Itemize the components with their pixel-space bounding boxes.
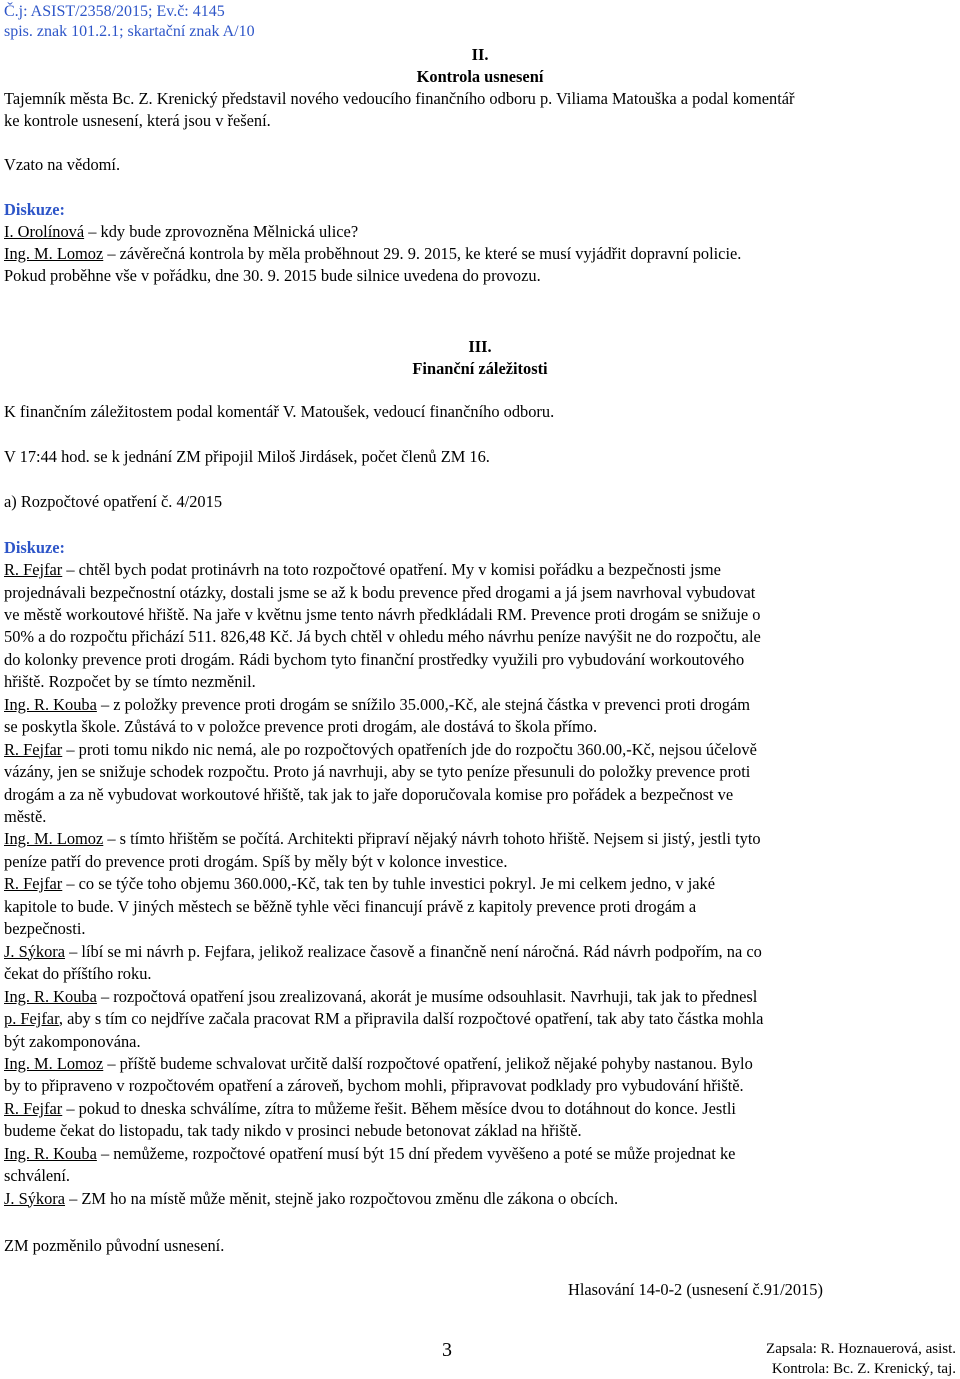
section-title: Kontrola usnesení: [416, 67, 544, 86]
discussion-label: Diskuze:: [4, 200, 66, 219]
speech-text: – s tímto hřištěm se počítá. Architekti připraví nějaký návrh tohoto hřiště. Nejsem si jistý, jestli tyto: [103, 829, 761, 849]
speaker-name: Ing. M. Lomoz: [4, 829, 104, 849]
paragraph-line: ke kontrole usnesení, která jsou v řešení.: [4, 111, 271, 130]
discussion-line: [4, 1098, 736, 1120]
paragraph-line: K finančním záležitostem podal komentář V. Matoušek, vedoucí finančního odboru.: [4, 402, 555, 421]
discussion-line: [4, 761, 750, 783]
discussion-line: [4, 941, 762, 963]
speaker-name: R. Fejfar: [4, 560, 63, 579]
speech-text: – chtěl bych podat protinávrh na toto rozpočtové opatření. My v komisi pořádku a bezpečnosti jsme: [62, 560, 721, 579]
discussion-line: [4, 626, 761, 648]
discussion-line: [4, 1053, 753, 1075]
speaker-name: Ing. M. Lomoz: [4, 244, 104, 263]
section-title: Finanční záležitosti: [412, 359, 548, 378]
speaker-name: R. Fejfar: [4, 739, 63, 759]
speech-text: čekat do příštího roku.: [4, 964, 152, 984]
speech-text: se poskytla škole. Zůstává to v položce prevence proti drogám, ale dostává to škola přímo.: [4, 717, 598, 737]
speech-text: peníze patří do prevence proti drogám. Spíš by měly být v kolonce investice.: [4, 851, 508, 871]
speech-text: projednávali bezpečnostní otázky, dostali jsme se až k bodu prevence před drogami a já jsem navrhoval vybudovat: [4, 582, 756, 602]
discussion-line: [4, 1075, 744, 1097]
speech-text: – co se týče toho objemu 360.000,-Kč, tak ten by tuhle investici pokryl. Je mi celkem jedno, v jaké: [62, 874, 716, 894]
discussion-line: [4, 582, 755, 604]
discussion-line: [4, 649, 744, 671]
speech-text: – závěrečná kontrola by měla proběhnout 29. 9. 2015, ke které se musí vyjádřit dopravní policie.: [103, 244, 742, 263]
file-mark: spis. znak 101.2.1; skartační znak A/10: [4, 23, 255, 40]
paragraph-line: Tajemník města Bc. Z. Krenický představil nového vedoucího finančního odboru p. Viliama Matouška a podal komentář: [4, 89, 795, 108]
discussion-line: [4, 986, 757, 1008]
speaker-name: R. Fejfar: [4, 874, 63, 894]
section-numeral: III.: [468, 337, 492, 356]
speech-text: schválení.: [4, 1166, 70, 1186]
discussion-line: [4, 784, 733, 806]
speech-text: – pokud to dneska schválíme, zítra to můžeme řešit. Během měsíce dvou to dotáhnout do konce. Jestli: [62, 1098, 736, 1118]
discussion-line: [4, 221, 358, 243]
speech-text: kapitole to bude. V jiných městech se běžně tyhle věci financují právě z kapitoly prevence proti drogám a: [4, 896, 697, 916]
noted-text: Vzato na vědomí.: [4, 155, 121, 174]
discussion-line: [4, 694, 750, 716]
speech-text: městě.: [4, 807, 47, 826]
speech-text: drogám a za ně vybudovat workoutové hřiště, tak jak to jaře doporučovala komise pro pořádek a bezpečnost ve: [4, 784, 734, 804]
discussion-line: [4, 716, 597, 738]
speech-text: – líbí se mi návrh p. Fejfara, jelikož realizace časově a finančně není náročná. Rád návrh podpořím, na co: [65, 941, 762, 961]
discussion-line: [4, 1120, 582, 1142]
speech-text: ve městě workoutové hřiště. Na jaře v květnu jsme tento návrh předkládali RM. Prevence proti drogám se snižuje o: [4, 604, 761, 624]
discussion-line: [4, 1031, 141, 1053]
discussion-line: [4, 806, 46, 828]
speech-text: – příště budeme schvalovat určitě další rozpočtové opatření, jelikož nějaké pohyby nastanou. Bylo: [103, 1053, 753, 1073]
speech-text: – proti tomu nikdo nic nemá, ale po rozpočtových opatřeních jde do rozpočtu 360.00,-Kč, nejsou účelově: [62, 739, 757, 759]
speech-text: 50% a do rozpočtu přichází 511. 826,48 Kč. Já bych chtěl v ohledu mého návrhu peníze navýšit ne do rozpočtu, ale: [4, 627, 761, 647]
discussion-line: [4, 559, 721, 581]
speech-text: – rozpočtová opatření jsou zrealizovaná, akorát je musíme odsouhlasit. Navrhuji, tak jak to přednesl: [96, 986, 758, 1006]
discussion-line: [4, 873, 715, 895]
speech-text: budeme čekat do listopadu, tak tady nikdo v prosinci nebude betonovat základ na hřiště.: [4, 1121, 582, 1141]
agenda-item: a) Rozpočtové opatření č. 4/2015: [4, 492, 223, 511]
amendment-text: ZM pozměnilo původní usnesení.: [4, 1236, 225, 1255]
speech-text: vázány, jen se snižuje schodek rozpočtu. Proto já navrhuji, aby se tyto peníze přesunuli do položky prevence proti: [4, 762, 751, 781]
speech-text: do kolonky prevence proti drogám. Rádi bychom tyto finanční prostředky využili pro vybudování workoutového: [4, 649, 745, 669]
discussion-line: [4, 1165, 70, 1187]
discussion-line: [4, 1188, 618, 1210]
discussion-line: [4, 918, 85, 940]
speech-text: hřiště. Rozpočet by se tímto nezměnil.: [4, 672, 256, 692]
discussion-line: [4, 1143, 735, 1165]
speech-text: být zakomponována.: [4, 1031, 141, 1051]
discussion-line: [4, 604, 761, 626]
discussion-line: [4, 828, 761, 850]
speaker-name: Ing. R. Kouba: [4, 694, 97, 714]
speech-text: – kdy bude zprovozněna Mělnická ulice?: [84, 222, 359, 241]
section-numeral: II.: [471, 45, 489, 64]
speaker-name: Ing. R. Kouba: [4, 986, 97, 1006]
discussion-label: Diskuze:: [4, 538, 66, 557]
discussion-line: [4, 963, 151, 985]
vote-result: Hlasování 14-0-2 (usnesení č.91/2015): [568, 1280, 823, 1299]
discussion-line: [4, 1008, 763, 1030]
speech-text: – z položky prevence proti drogám se snížilo 35.000,-Kč, ale stejná částka v prevenci proti drogám: [96, 694, 751, 714]
discussion-line: [4, 851, 507, 873]
speaker-name: R. Fejfar: [4, 1098, 63, 1118]
paragraph-line: V 17:44 hod. se k jednání ZM připojil Miloš Jirdásek, počet členů ZM 16.: [4, 447, 490, 466]
page-number: 3: [442, 1339, 452, 1361]
discussion-line: [4, 671, 256, 693]
written-by: Zapsala: R. Hoznauerová, asist.: [766, 1341, 956, 1357]
reference-number: Č.j: ASIST/2358/2015; Ev.č: 4145: [4, 3, 225, 20]
speech-text: – nemůžeme, rozpočtové opatření musí být 15 dní předem vyvěšeno a poté se může projednat ke: [96, 1143, 736, 1163]
speaker-name: Ing. R. Kouba: [4, 1143, 97, 1163]
discussion-line: [4, 896, 696, 918]
speech-text: by to připraveno v rozpočtovém opatření a zároveň, bychom mohli, připravovat podklady pro vybudování hřiště.: [4, 1076, 744, 1096]
speaker-name: Ing. M. Lomoz: [4, 1053, 104, 1073]
speaker-name: J. Sýkora: [4, 1188, 66, 1208]
speaker-name: I. Orolínová: [4, 222, 85, 241]
speech-text: bezpečnosti.: [4, 919, 86, 939]
discussion-line: Pokud proběhne vše v pořádku, dne 30. 9. 2015 bude silnice uvedena do provozu.: [4, 266, 541, 285]
discussion-line: [4, 243, 741, 265]
speaker-name: p. Fejfar: [4, 1009, 59, 1028]
checked-by: Kontrola: Bc. Z. Krenický, taj.: [771, 1361, 956, 1377]
speaker-name: J. Sýkora: [4, 941, 66, 961]
discussion-line: [4, 739, 757, 761]
speech-text: , aby s tím co nejdříve začala pracovat RM a připravila další rozpočtové opatření, tak aby tato částka mohla: [58, 1009, 764, 1028]
speech-text: – ZM ho na místě může měnit, stejně jako rozpočtovou změnu dle zákona o obcích.: [65, 1188, 619, 1208]
